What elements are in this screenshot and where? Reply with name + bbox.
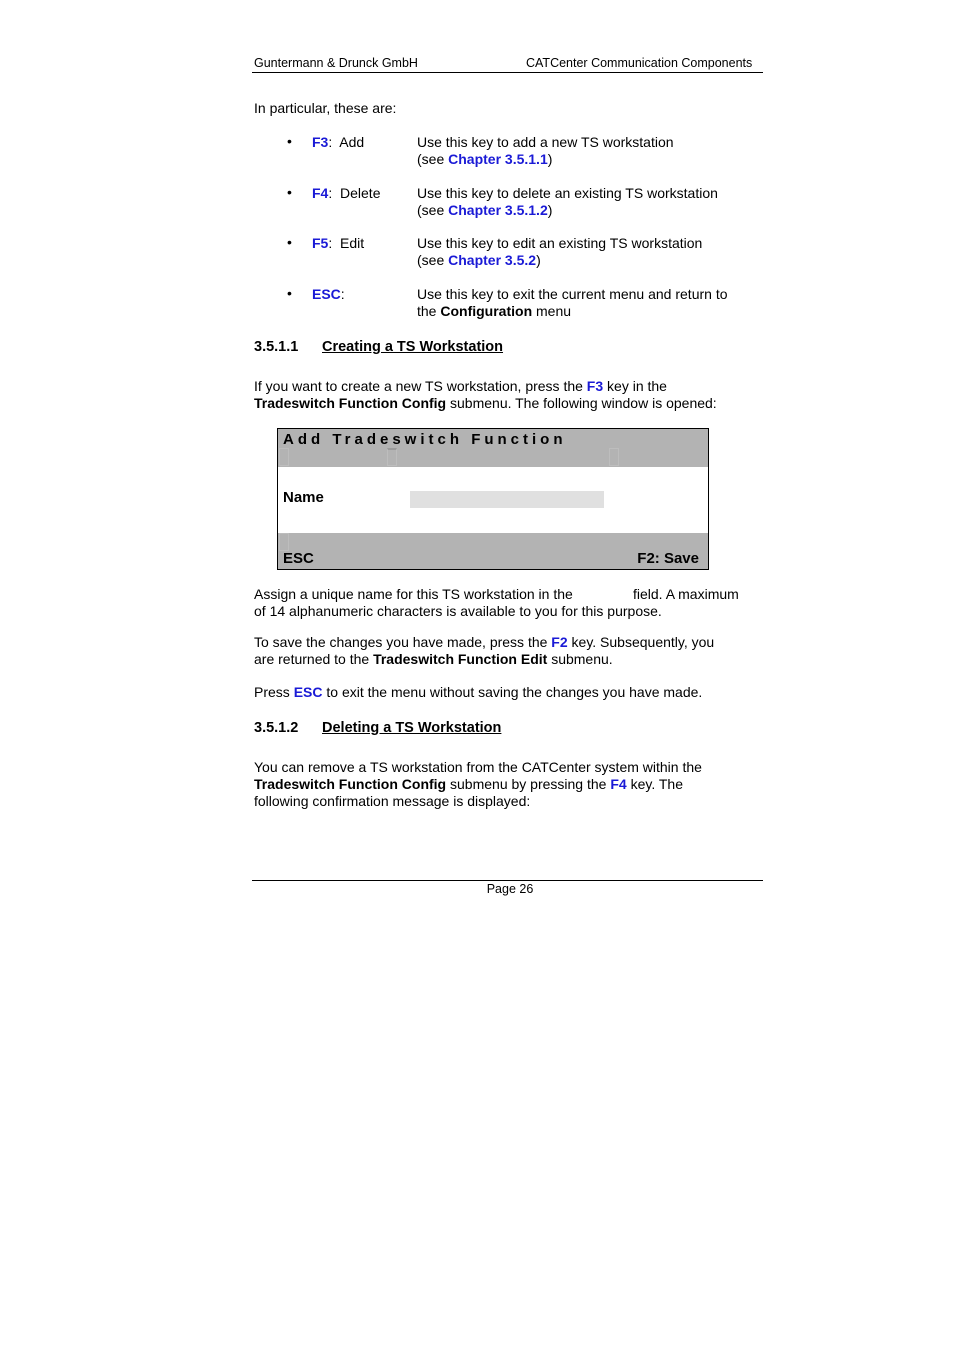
placeholder-glyph bbox=[387, 448, 397, 466]
add-function-window bbox=[277, 428, 709, 570]
key-description: Use this key to edit an existing TS workstation (see Chapter 3.5.2) bbox=[417, 235, 703, 268]
section-heading bbox=[254, 339, 503, 355]
name-input[interactable] bbox=[410, 491, 604, 508]
key-description: Use this key to add a new TS workstation (see Chapter 3.5.1.1) bbox=[417, 134, 674, 167]
chapter-link[interactable]: Chapter 3.5.1.1 bbox=[448, 151, 548, 167]
paragraph: If you want to create a new TS workstation, press the F3 key in the Tradeswitch Function Config submenu. The following window is opened: bbox=[254, 378, 717, 411]
intro-text: In particular, these are: bbox=[254, 100, 397, 116]
window-title: Add Tradeswitch Function bbox=[283, 431, 567, 448]
paragraph: You can remove a TS workstation from the CATCenter system within the Tradeswitch Function Config submenu by pressing the F4 key. The following confirmation message is displayed: bbox=[254, 759, 702, 809]
header-product: CATCenter Communication Components bbox=[526, 56, 753, 70]
key-description: Use this key to delete an existing TS workstation (see Chapter 3.5.1.2) bbox=[417, 185, 718, 218]
header-company: Guntermann & Drunck GmbH bbox=[254, 56, 418, 70]
section-number: 3.5.1.2 bbox=[254, 720, 299, 736]
key-description: Use this key to exit the current menu and return to the Configuration menu bbox=[417, 286, 728, 319]
section-number: 3.5.1.1 bbox=[254, 339, 299, 355]
placeholder-glyph bbox=[609, 448, 619, 466]
key-label: F3: Add bbox=[312, 134, 365, 150]
chapter-link[interactable]: Chapter 3.5.2 bbox=[448, 252, 537, 268]
save-key[interactable]: F2: Save bbox=[637, 550, 699, 567]
esc-key[interactable]: ESC bbox=[283, 550, 314, 567]
section-title: Creating a TS Workstation bbox=[322, 339, 504, 355]
bullet-icon: • bbox=[287, 133, 292, 149]
bullet-icon: • bbox=[287, 285, 292, 301]
name-label: Name bbox=[283, 489, 324, 506]
placeholder-glyph bbox=[279, 448, 289, 466]
header-divider bbox=[252, 72, 763, 73]
key-label: F5: Edit bbox=[312, 235, 365, 251]
window-status-bar bbox=[278, 533, 708, 569]
key-label: ESC: bbox=[312, 286, 345, 302]
section-title: Deleting a TS Workstation bbox=[322, 720, 502, 736]
paragraph: To save the changes you have made, press the F2 key. Subsequently, you are returned to the Tradeswitch Function Edit submenu. bbox=[254, 634, 715, 667]
bullet-icon: • bbox=[287, 234, 292, 250]
window-title-bar bbox=[278, 429, 708, 467]
page-number: Page 26 bbox=[486, 882, 534, 896]
paragraph: Assign a unique name for this TS workstation in the field. A maximum of 14 alphanumeric characters is available to you for this purpose. bbox=[254, 586, 739, 619]
bullet-icon: • bbox=[287, 184, 292, 200]
footer-divider bbox=[252, 880, 763, 881]
chapter-link[interactable]: Chapter 3.5.1.2 bbox=[448, 202, 548, 218]
section-heading bbox=[254, 720, 501, 736]
key-label: F4: Delete bbox=[312, 185, 381, 201]
paragraph: Press ESC to exit the menu without saving the changes you have made. bbox=[254, 684, 703, 700]
placeholder-glyph bbox=[279, 533, 289, 551]
